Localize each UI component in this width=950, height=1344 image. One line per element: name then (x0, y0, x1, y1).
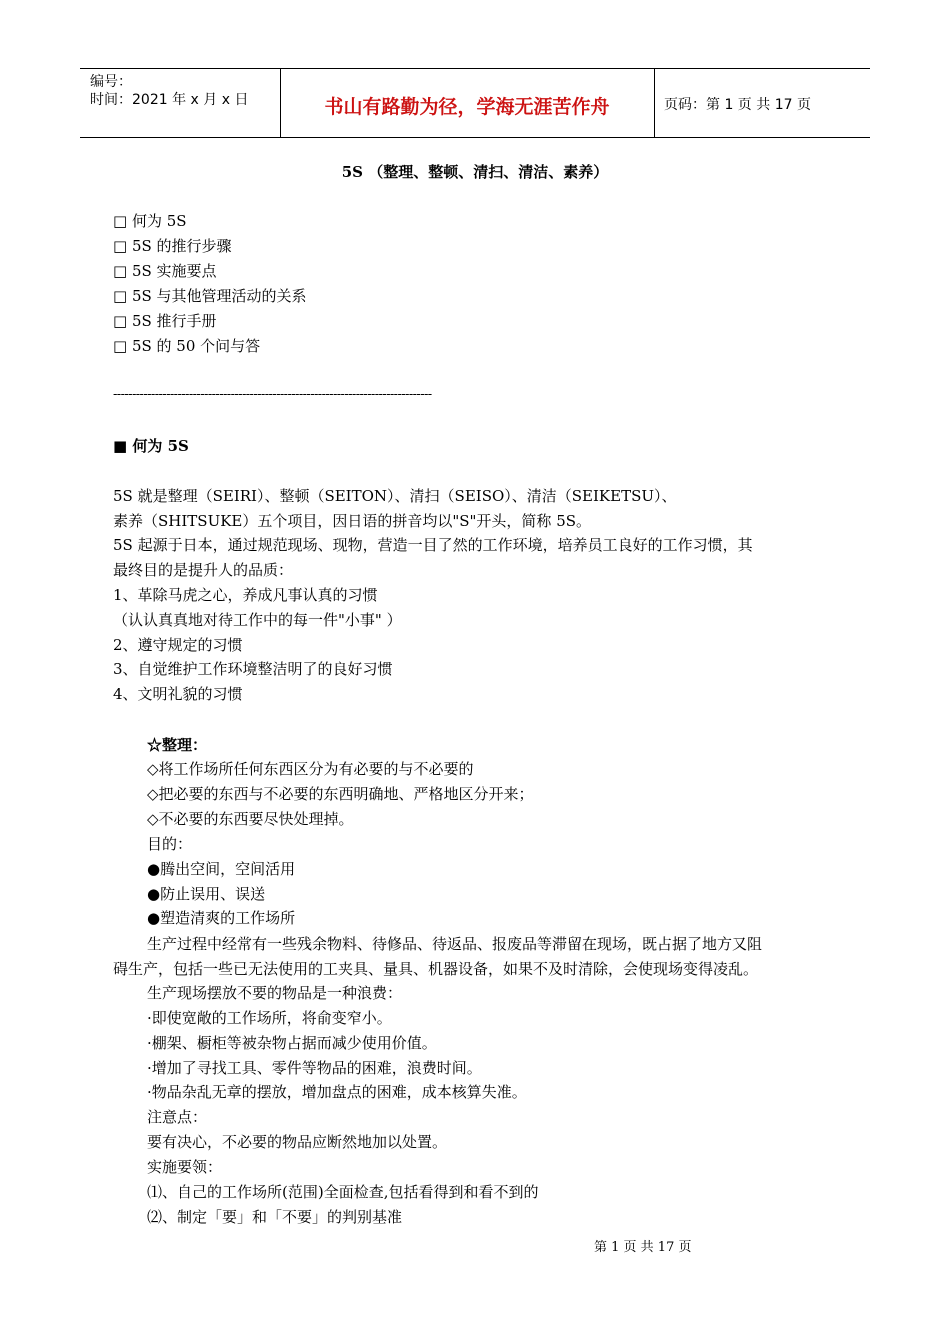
body-line: 实施要领： (147, 1158, 223, 1176)
body-line: 目的： (147, 835, 193, 853)
body-line: ·增加了寻找工具、零件等物品的困难，浪费时间。 (147, 1059, 482, 1077)
body-line: ⑵、制定「要」和「不要」的判别基准 (147, 1208, 403, 1226)
toc-item[interactable]: □ 5S 的 50 个问与答 (113, 337, 261, 355)
body-paragraph-line: 素养（SHITSUKE）五个项目，因日语的拼音均以"S"开头，简称 5S。 (113, 512, 592, 530)
list-item: 1、革除马虎之心，养成凡事认真的习惯 (113, 586, 378, 604)
body-line: ⑴、自己的工作场所(范围)全面检查,包括看得到和看不到的 (147, 1183, 539, 1201)
header-info-cell (80, 69, 281, 137)
subsection-heading: ☆整理： (147, 736, 208, 754)
body-line: ●防止误用、误送 (147, 885, 266, 903)
document-date: 时间：2021 年 x 月 x 日 (90, 92, 249, 108)
header-motto-cell (280, 69, 655, 137)
section-heading: ■ 何为 5S (113, 437, 189, 455)
body-line: 生产现场摆放不要的物品是一种浪费： (147, 984, 403, 1002)
list-item-note: （认认真真地对待工作中的每一件"小事" ） (113, 611, 402, 629)
header-motto: 书山有路勤为径，学海无涯苦作舟 (324, 96, 610, 118)
header-page-info: 页码：第 1 页 共 17 页 (664, 97, 811, 113)
header-page-cell (654, 69, 870, 137)
list-item: 3、自觉维护工作环境整洁明了的良好习惯 (113, 660, 393, 678)
toc-item[interactable]: □ 5S 实施要点 (113, 262, 217, 280)
body-paragraph-line: 最终目的是提升人的品质： (113, 561, 294, 579)
body-line: ·即使宽敞的工作场所，将俞变窄小。 (147, 1009, 392, 1027)
list-item: 4、文明礼貌的习惯 (113, 685, 243, 703)
body-line: 注意点： (147, 1108, 208, 1126)
body-paragraph-line: 5S 起源于日本，通过规范现场、现物，营造一目了然的工作环境，培养员工良好的工作习惯，其 (113, 536, 753, 554)
body-line: ◇将工作场所任何东西区分为有必要的与不必要的 (147, 760, 474, 778)
toc-item[interactable]: □ 何为 5S (113, 212, 187, 230)
section-divider: ------------------------------------------------------------------------------------ (113, 387, 432, 402)
body-line: ◇不必要的东西要尽快处理掉。 (147, 810, 354, 828)
body-paragraph-line: 5S 就是整理（SEIRI）、整顿（SEITON）、清扫（SEISO）、清洁（SEIKETSU）、 (113, 487, 677, 505)
body-line: ●腾出空间，空间活用 (147, 860, 296, 878)
toc-item[interactable]: □ 5S 推行手册 (113, 312, 217, 330)
body-line: 碍生产，包括一些已无法使用的工夹具、量具、机器设备，如果不及时清除，会使现场变得凌乱。 (113, 960, 759, 978)
document-title: 5S （整理、整顿、清扫、清洁、素养） (341, 163, 609, 181)
body-line: 生产过程中经常有一些残余物料、待修品、待返品、报废品等滞留在现场，既占据了地方又阻 (147, 935, 763, 953)
body-line: ·物品杂乱无章的摆放，增加盘点的困难，成本核算失准。 (147, 1083, 527, 1101)
body-line: 要有决心，不必要的物品应断然地加以处置。 (147, 1133, 448, 1151)
page-footer: 第 1 页 共 17 页 (594, 1240, 692, 1255)
list-item: 2、遵守规定的习惯 (113, 636, 243, 654)
page-header (80, 68, 870, 138)
document-number-label: 编号： (90, 74, 132, 90)
body-line: ·棚架、橱柜等被杂物占据而减少使用价值。 (147, 1034, 437, 1052)
body-line: ●塑造清爽的工作场所 (147, 909, 296, 927)
toc-item[interactable]: □ 5S 的推行步骤 (113, 237, 232, 255)
toc-item[interactable]: □ 5S 与其他管理活动的关系 (113, 287, 307, 305)
body-line: ◇把必要的东西与不必要的东西明确地、严格地区分开来； (147, 785, 534, 803)
